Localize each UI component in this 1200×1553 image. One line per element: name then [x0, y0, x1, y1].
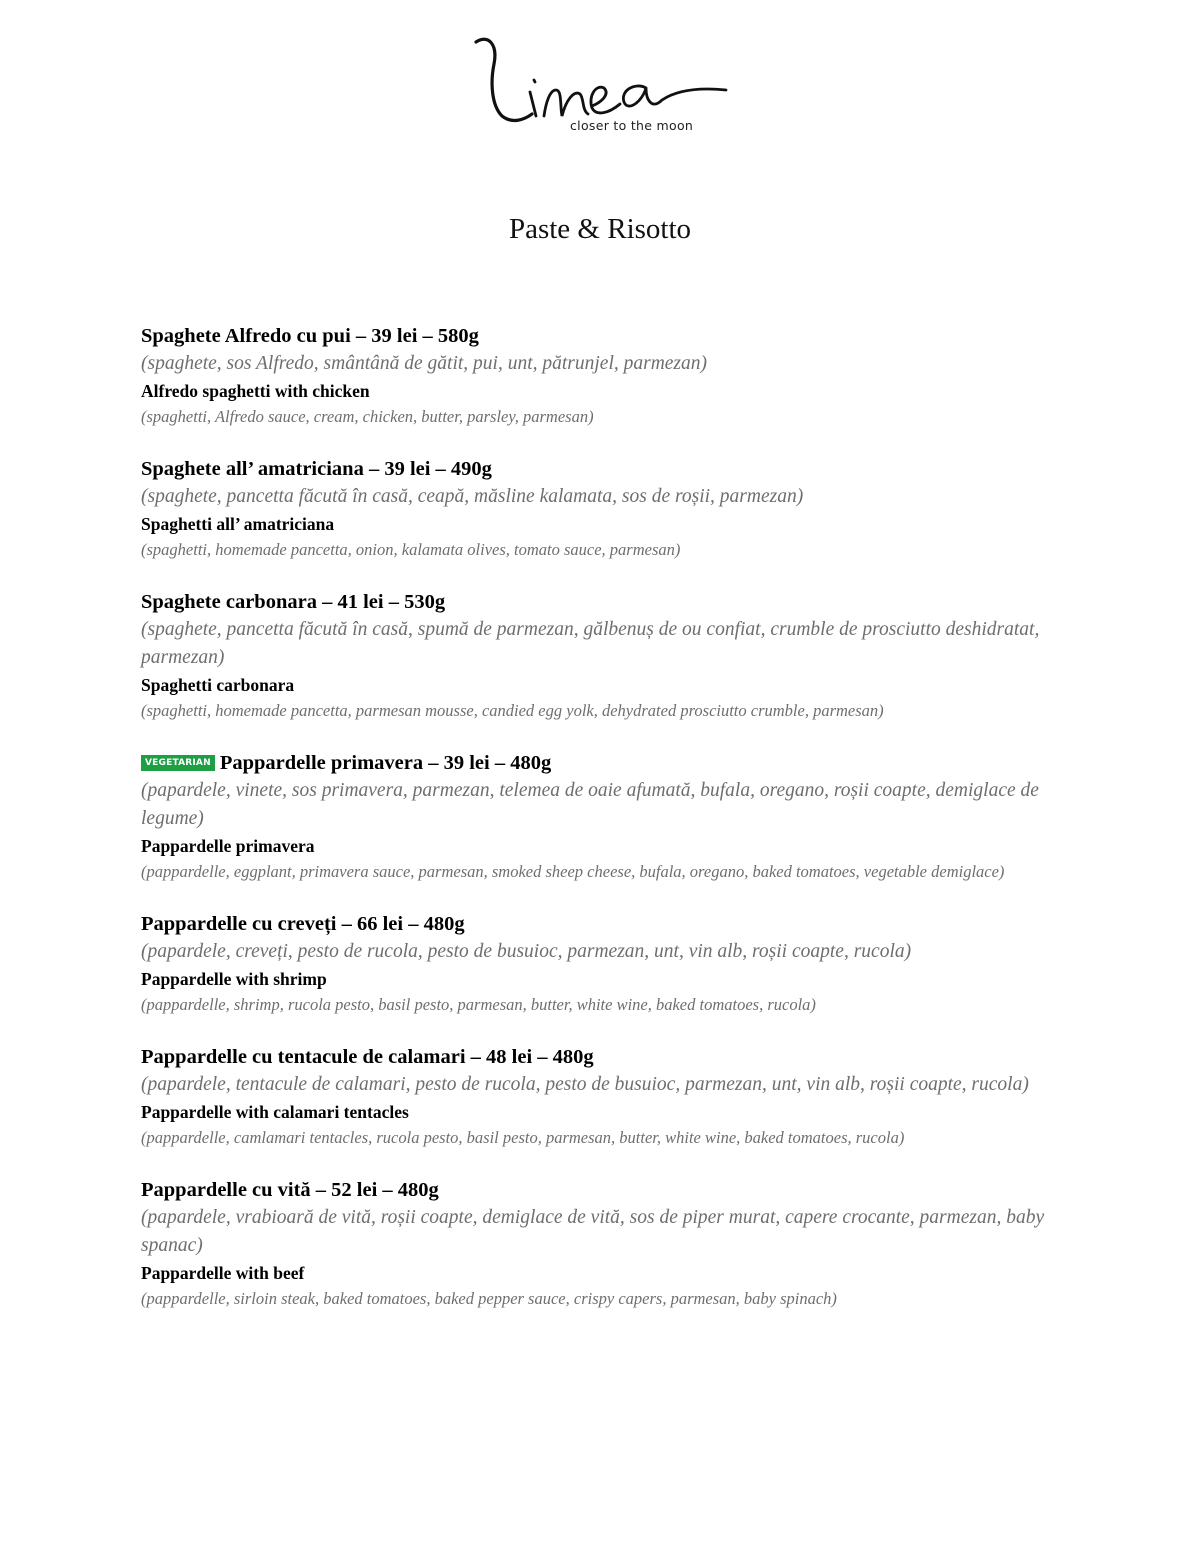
- item-name-ro-row: [141, 749, 1071, 777]
- menu-item: [141, 749, 1071, 885]
- item-description-en: (spaghetti, homemade pancetta, parmesan mousse, candied egg yolk, dehydrated prosciutto crumble, parmesan): [141, 701, 884, 720]
- item-name-en: Spaghetti all’ amatriciana: [141, 514, 335, 534]
- vegetarian-badge: VEGETARIAN: [141, 755, 215, 771]
- menu-item: [141, 1176, 1071, 1312]
- item-description-ro: (papardele, tentacule de calamari, pesto de rucola, pesto de busuioc, parmezan, unt, vin alb, roșii coapte, rucola): [141, 1074, 1029, 1095]
- menu-item: [141, 910, 1071, 1018]
- item-name-en: Pappardelle with calamari tentacles: [141, 1102, 409, 1122]
- item-name-ro: Pappardelle primavera – 39 lei – 480g: [219, 752, 552, 774]
- item-name-ro: Pappardelle cu creveți – 66 lei – 480g: [141, 913, 465, 935]
- page-title: Paste & Risotto: [508, 213, 692, 245]
- brand-logo: [470, 30, 740, 140]
- item-name-ro: Pappardelle cu vită – 52 lei – 480g: [141, 1179, 439, 1201]
- item-description-ro: (spaghete, pancetta făcută în casă, spumă de parmezan, gălbenuș de ou confiat, crumble de prosciutto deshidratat, parmezan): [141, 619, 1040, 668]
- item-description-en: (pappardelle, camlamari tentacles, rucola pesto, basil pesto, parmesan, butter, white wine, baked tomatoes, rucola): [141, 1128, 905, 1147]
- item-description-en: (spaghetti, Alfredo sauce, cream, chicken, butter, parsley, parmesan): [141, 407, 594, 426]
- item-name-en: Pappardelle primavera: [141, 836, 315, 856]
- menu-item: [141, 455, 1071, 563]
- logo-tagline: closer to the moon: [570, 118, 694, 133]
- menu-list: [141, 322, 1071, 1337]
- item-description-en: (pappardelle, eggplant, primavera sauce, parmesan, smoked sheep cheese, bufala, oregano, baked tomatoes, vegetable demiglace): [141, 862, 1005, 881]
- item-description-en: (spaghetti, homemade pancetta, onion, kalamata olives, tomato sauce, parmesan): [141, 540, 681, 559]
- item-description-en: (pappardelle, sirloin steak, baked tomatoes, baked pepper sauce, crispy capers, parmesan, baby spinach): [141, 1289, 837, 1308]
- item-name-ro: Spaghete all’ amatriciana – 39 lei – 490g: [141, 458, 492, 480]
- item-description-ro: (papardele, vrabioară de vită, roșii coapte, demiglace de vită, sos de piper murat, capere crocante, parmezan, baby spanac): [141, 1207, 1045, 1256]
- item-name-en: Spaghetti carbonara: [141, 675, 295, 695]
- item-name-ro: Spaghete Alfredo cu pui – 39 lei – 580g: [141, 325, 479, 347]
- menu-item: [141, 322, 1071, 430]
- linea-script-logo-icon: [470, 30, 740, 130]
- item-description-ro: (papardele, vinete, sos primavera, parmezan, telemea de oaie afumată, bufala, oregano, roșii coapte, demiglace de legume): [141, 780, 1039, 829]
- item-name-en: Pappardelle with beef: [141, 1263, 305, 1283]
- item-description-ro: (papardele, creveți, pesto de rucola, pesto de busuioc, parmezan, unt, vin alb, roșii coapte, rucola): [141, 941, 912, 962]
- item-name-en: Pappardelle with shrimp: [141, 969, 327, 989]
- item-description-en: (pappardelle, shrimp, rucola pesto, basil pesto, parmesan, butter, white wine, baked tomatoes, rucola): [141, 995, 816, 1014]
- menu-item: [141, 1043, 1071, 1151]
- item-name-ro: Pappardelle cu tentacule de calamari – 48 lei – 480g: [141, 1046, 594, 1068]
- item-description-ro: (spaghete, pancetta făcută în casă, ceapă, măsline kalamata, sos de roșii, parmezan): [141, 486, 804, 507]
- item-name-ro: Spaghete carbonara – 41 lei – 530g: [141, 591, 446, 613]
- item-description-ro: (spaghete, sos Alfredo, smântână de gătit, pui, unt, pătrunjel, parmezan): [141, 353, 708, 374]
- menu-item: [141, 588, 1071, 724]
- item-name-en: Alfredo spaghetti with chicken: [141, 381, 370, 401]
